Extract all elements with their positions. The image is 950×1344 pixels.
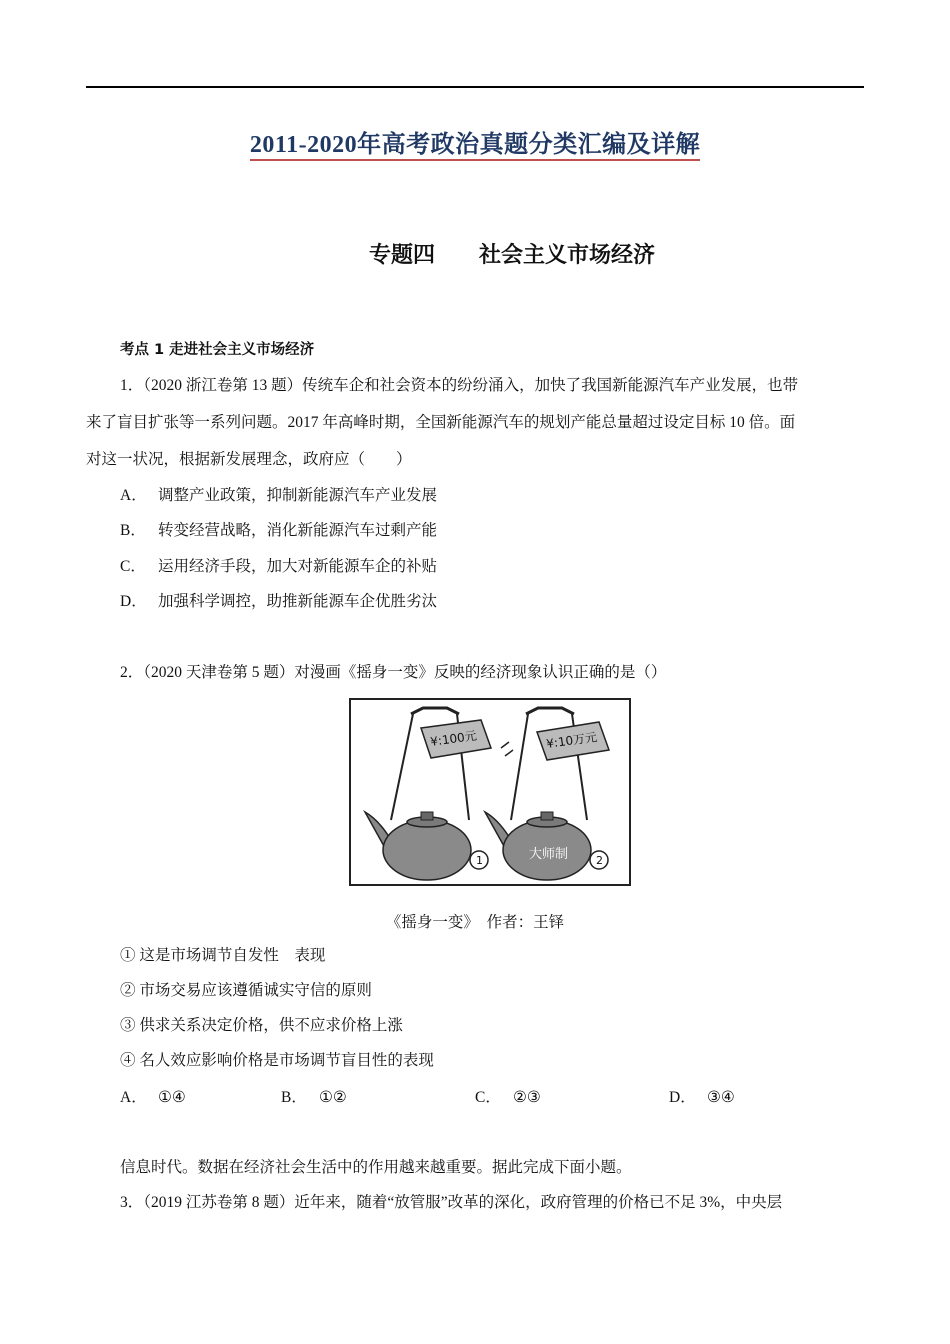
cartoon-caption: 《摇身一变》 作者：王铎 bbox=[385, 914, 565, 931]
price-tag-right-text: ¥:10万元 bbox=[545, 730, 598, 751]
q2-option-d: D． ③④ bbox=[669, 1089, 735, 1106]
q3-stem-line1: 3．（2019 江苏卷第 8 题）近年来，随着“放管服”改革的深化，政府管理的价格已不足 3%，中央层 bbox=[120, 1194, 783, 1211]
q2-statement-2: ② 市场交易应该遵循诚实守信的原则 bbox=[120, 982, 372, 999]
panel-number-1: 1 bbox=[476, 854, 483, 867]
q2-statement-4: ④ 名人效应影响价格是市场调节盲目性的表现 bbox=[120, 1052, 434, 1069]
section-heading: 考点 1 走进社会主义市场经济 bbox=[120, 342, 315, 358]
panel-number-2: 2 bbox=[596, 854, 603, 867]
pot-label-text: 大师制 bbox=[529, 847, 569, 862]
q2-statement-3: ③ 供求关系决定价格，供不应求价格上涨 bbox=[120, 1017, 403, 1034]
header-rule bbox=[86, 86, 864, 88]
q1-option-b: B． 转变经营战略，消化新能源汽车过剩产能 bbox=[120, 522, 438, 539]
q2-statement-1: ① 这是市场调节自发性 表现 bbox=[120, 947, 326, 964]
q1-stem-line2: 来了盲目扩张等一系列问题。2017 年高峰时期，全国新能源汽车的规划产能总量超过设定目标 10 倍。面 bbox=[86, 414, 796, 431]
q3-intro: 信息时代。数据在经济社会生活中的作用越来越重要。据此完成下面小题。 bbox=[120, 1159, 632, 1176]
q1-option-c: C． 运用经济手段，加大对新能源车企的补贴 bbox=[120, 558, 438, 575]
topic-title bbox=[369, 238, 655, 269]
topic-name: 社会主义市场经济 bbox=[479, 243, 656, 268]
q1-stem-line3: 对这一状况，根据新发展理念，政府应（ ） bbox=[86, 451, 412, 468]
document-title: 2011-2020年高考政治真题分类汇编及详解 bbox=[0, 124, 950, 159]
cartoon-image bbox=[349, 698, 631, 886]
q2-option-c: C． ②③ bbox=[475, 1089, 541, 1106]
q1-option-d: D． 加强科学调控，助推新能源车企优胜劣汰 bbox=[120, 593, 438, 610]
q1-option-a: A． 调整产业政策，抑制新能源汽车产业发展 bbox=[120, 487, 438, 504]
q2-stem: 2．（2020 天津卷第 5 题）对漫画《摇身一变》反映的经济现象认识正确的是（） bbox=[120, 664, 667, 681]
q1-stem-line1: 1．（2020 浙江卷第 13 题）传统车企和社会资本的纷纷涌入，加快了我国新能源汽车产业发展，也带 bbox=[120, 377, 799, 394]
q2-option-a: A． ①④ bbox=[120, 1089, 186, 1106]
price-tag-left-text: ¥:100元 bbox=[429, 728, 478, 749]
topic-number: 专题四 bbox=[369, 243, 436, 268]
q2-option-b: B． ①② bbox=[281, 1089, 347, 1106]
